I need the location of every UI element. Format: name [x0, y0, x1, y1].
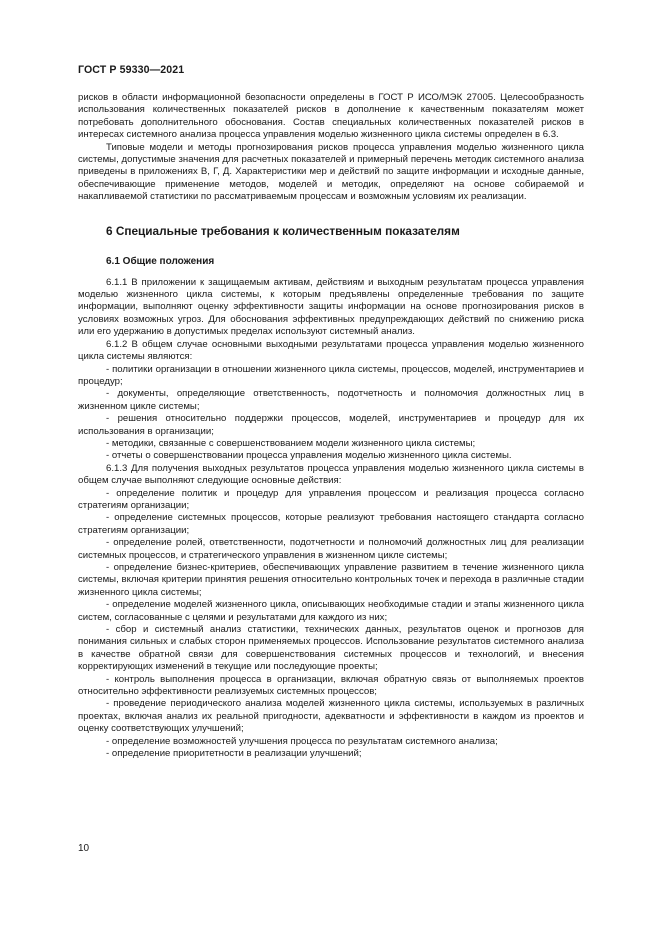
list-item: - контроль выполнения процесса в организации, включая обратную связь от выполняемых проектов относительно эффективности реализуемых системных процессов;	[78, 673, 584, 698]
paragraph-6-1-1: 6.1.1 В приложении к защищаемым активам, действиям и выходным результатам процесса управления моделью жизненного цикла системы, к которым предъявлены определенные требования по защите информации, выполняют оценку эффективности защиты информации на основе прогнозирования рисков в условиях возможных угроз. Для обоснования эффективных предупреждающих действий по снижению риска или его удержанию в допустимых пределах используют системный анализ.	[78, 276, 584, 338]
paragraph-intro-1: рисков в области информационной безопасности определены в ГОСТ Р ИСО/МЭК 27005. Целесообразность использования количественных показателей рисков в дополнение к качественным показателям может потребовать дополнительного обоснования. Состав специальных количественных показателей рисков в интересах системного анализа процесса управления моделью жизненного цикла системы определен в 6.3.	[78, 92, 584, 141]
list-item: - определение политик и процедур для управления процессом и реализация процесса согласно стратегиям организации;	[78, 487, 584, 511]
list-item: - определение моделей жизненного цикла, описывающих необходимые стадии и этапы жизненного цикла систем, согласованные с целями и результатами для каждого из них;	[78, 599, 584, 623]
list-item: - документы, определяющие ответственность, подотчетность и полномочия должностных лиц в жизненном цикле системы;	[78, 388, 584, 412]
document-header-id: ГОСТ Р 59330—2021	[78, 64, 185, 76]
paragraph-6-1-2: 6.1.2 В общем случае основными выходными результатами процесса управления моделью жизненного цикла системы являются:	[78, 338, 584, 363]
subsection-heading: 6.1 Общие положения	[106, 255, 215, 267]
paragraph-6-1-3: 6.1.3 Для получения выходных результатов процесса управления моделью жизненного цикла системы в общем случае выполняют следующие основные действия:	[78, 462, 584, 487]
list-item: - определение бизнес-критериев, обеспечивающих управление развитием в течение жизненного цикла системы, включая критерии принятия решения относительно контрольных точек и перехода в различные стадии жизненного цикла системы;	[78, 562, 584, 598]
list-item: - решения относительно поддержки процессов, моделей, инструментариев и процедур для их использования в организации;	[78, 413, 584, 437]
paragraph-intro-2: Типовые модели и методы прогнозирования рисков процесса управления моделью жизненного цикла системы, допустимые значения для расчетных показателей и примерный перечень методик системного анализа приведены в приложениях В, Г, Д. Характеристики мер и действий по защите информации и исходные данные, обеспечивающие применение методов, моделей и методик, определяют на основе собираемой и накапливаемой статистики по рассматриваемым процессам и возможным условиям их реализации.	[78, 141, 584, 203]
list-item: - определение ролей, ответственности, подотчетности и полномочий должностных лиц для реализации системных процессов, и стратегического управления в жизненном цикле системы;	[78, 537, 584, 561]
list-item: - методики, связанные с совершенствованием модели жизненного цикла системы;	[106, 437, 476, 449]
list-item: - определение приоритетности в реализации улучшений;	[106, 748, 362, 760]
list-item: - сбор и системный анализ статистики, технических данных, результатов оценок и прогнозов для понимания сильных и слабых сторон применяемых процессов. Использование результатов системного анализа в качестве обратной связи для совершенствования системных процессов и технологий, и внесения корректирующих изменений в текущие или последующие проекты;	[78, 624, 584, 673]
page-content	[78, 92, 584, 761]
section-heading: 6 Специальные требования к количественным показателям	[106, 223, 460, 238]
page-number: 10	[78, 843, 90, 854]
list-item: - проведение периодического анализа моделей жизненного цикла системы, используемых в различных проектах, включая анализ их реальной пригодности, адекватности и эффективности в каждом из проектов и оценку соответствующих улучшений;	[78, 698, 584, 735]
list-item: - определение системных процессов, которые реализуют требования настоящего стандарта согласно стратегиям организации;	[78, 512, 584, 536]
list-item: - отчеты о совершенствовании процесса управления моделью жизненного цикла системы.	[106, 450, 512, 462]
list-item: - определение возможностей улучшения процесса по результатам системного анализа;	[106, 735, 498, 747]
list-item: - политики организации в отношении жизненного цикла системы, процессов, моделей, инструментариев и процедур;	[78, 363, 584, 387]
